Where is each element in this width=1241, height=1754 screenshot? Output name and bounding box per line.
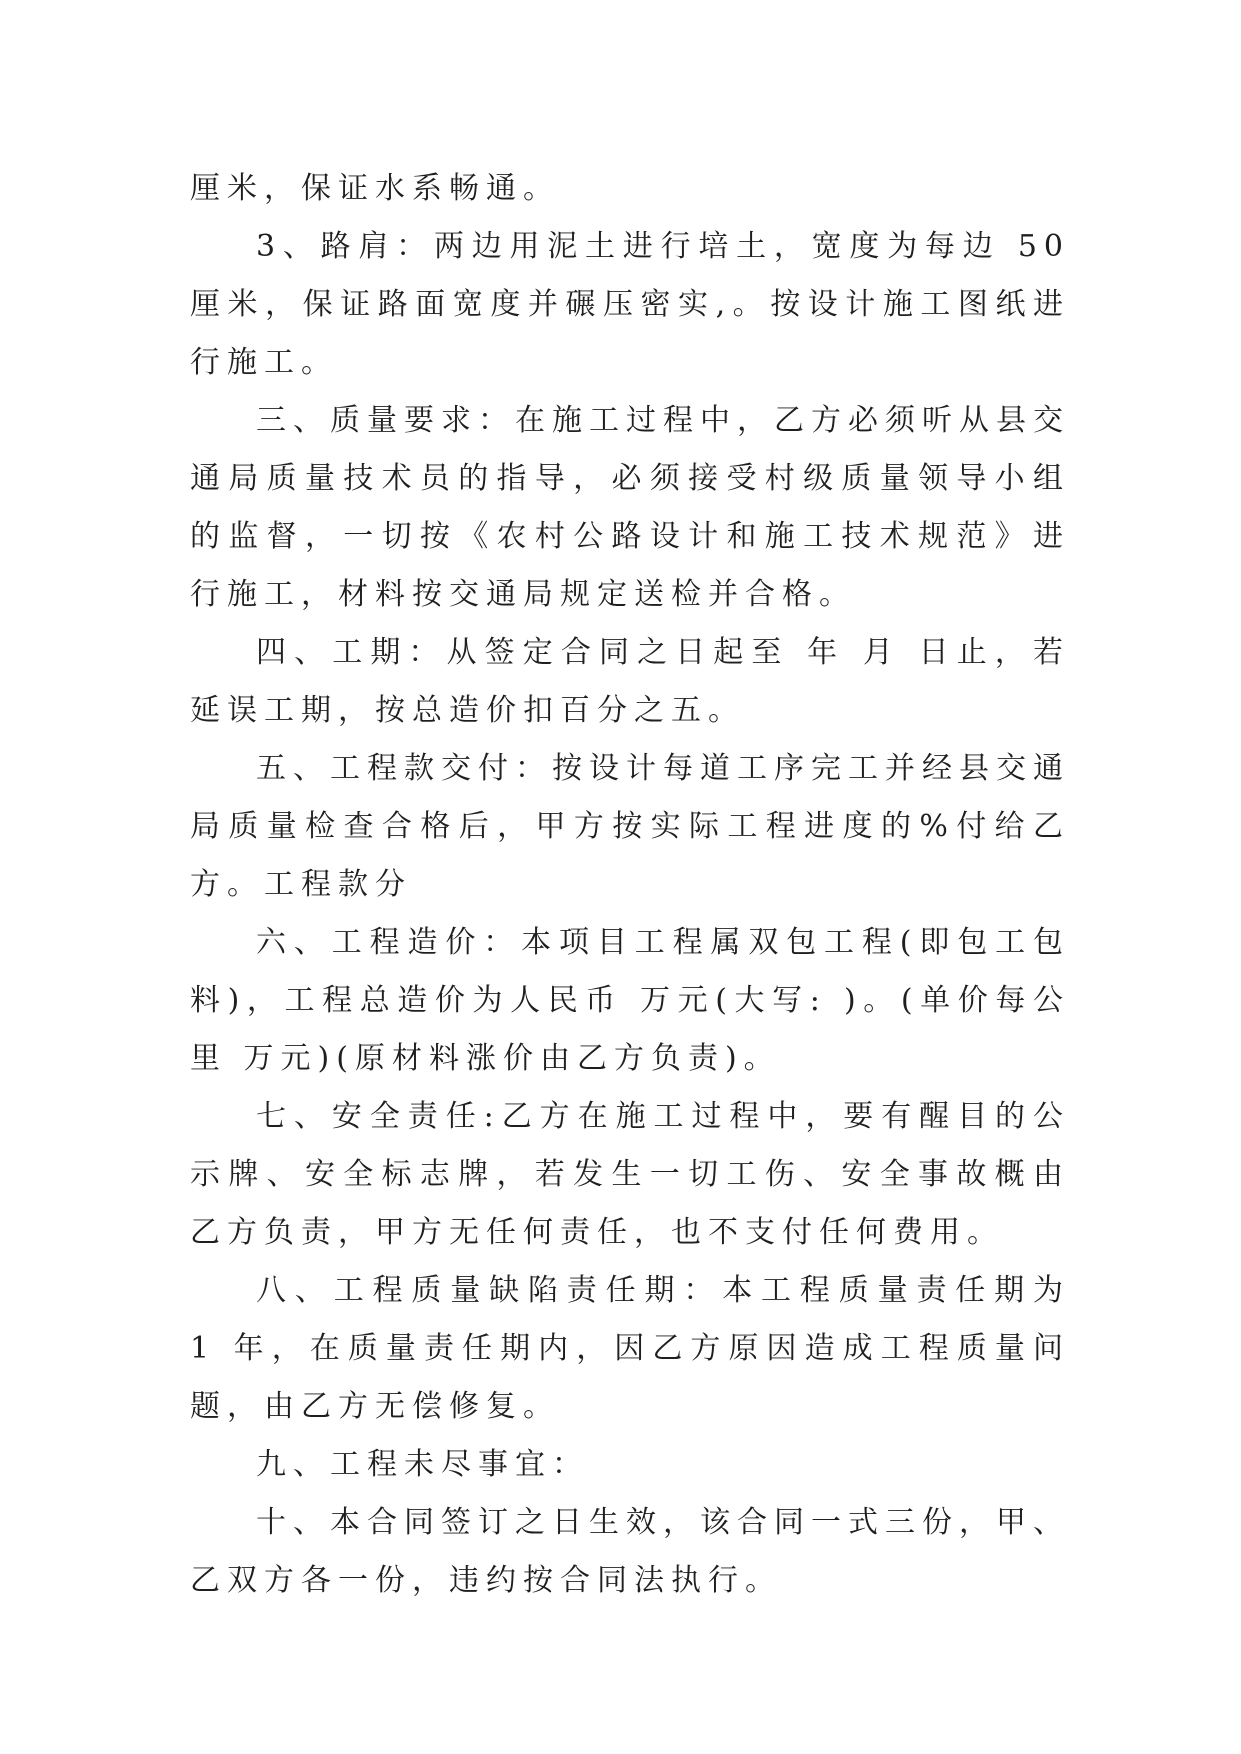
paragraph-construction-period: 四、工期：从签定合同之日起至 年 月 日止，若延误工期，按总造价扣百分之五。: [190, 635, 1070, 728]
paragraph-other-matters: 九、工程未尽事宜：: [256, 1447, 589, 1482]
paragraph-quality-requirements: 三、质量要求：在施工过程中，乙方必须听从县交通局质量技术员的指导，必须接受村级质量领导小组的监督，一切按《农村公路设计和施工技术规范》进行施工，材料按交通局规定送检并合格。: [190, 403, 1070, 612]
paragraph-continuation: 厘米，保证水系畅通。: [190, 171, 560, 206]
paragraph-defect-liability: 八、工程质量缺陷责任期：本工程质量责任期为 1 年，在质量责任期内，因乙方原因造成工程质量问题，由乙方无偿修复。: [190, 1273, 1070, 1424]
paragraph-road-shoulder: 3、路肩：两边用泥土进行培土，宽度为每边 50 厘米，保证路面宽度并碾压密实,。按设计施工图纸进行施工。: [190, 229, 1070, 380]
paragraph-safety-responsibility: 七、安全责任:乙方在施工过程中，要有醒目的公示牌、安全标志牌，若发生一切工伤、安全事故概由乙方负责，甲方无任何责任，也不支付任何费用。: [190, 1099, 1070, 1250]
paragraph-payment: 五、工程款交付：按设计每道工序完工并经县交通局质量检查合格后，甲方按实际工程进度的%付给乙方。工程款分: [190, 751, 1070, 902]
paragraph-effective-date: 十、本合同签订之日生效，该合同一式三份，甲、乙双方各一份，违约按合同法执行。: [190, 1505, 1070, 1598]
contract-text: [190, 160, 1070, 1610]
paragraph-project-cost: 六、工程造价：本项目工程属双包工程(即包工包料)，工程总造价为人民币 万元(大写: )。(单价每公里 万元)(原材料涨价由乙方负责)。: [190, 925, 1070, 1076]
